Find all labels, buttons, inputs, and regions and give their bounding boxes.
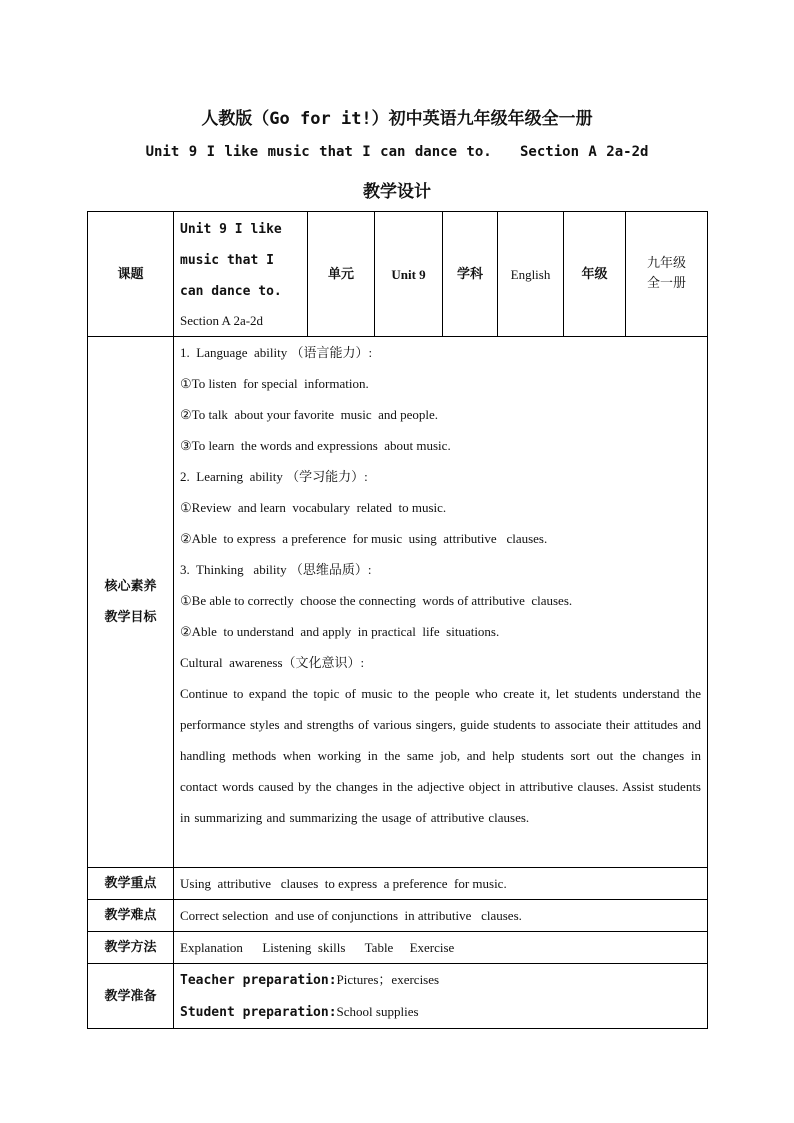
objective-line: Cultural awareness（文化意识）: (180, 655, 365, 670)
difficulties-row (88, 900, 708, 932)
methods-label: 教学方法 (88, 932, 174, 964)
unit-label: 单元 (308, 212, 375, 337)
student-preparation-value: School supplies (336, 1004, 419, 1019)
teacher-preparation-value: Pictures；exercises (336, 972, 440, 987)
objectives-label (88, 337, 174, 868)
preparation-content (174, 964, 708, 1029)
topic-label: 课题 (88, 212, 174, 337)
grade-value (626, 212, 708, 337)
document-subtitle: Unit 9 I like music that I can dance to. Section A 2a-2d (145, 144, 649, 160)
methods-row (88, 932, 708, 964)
teacher-preparation-label: Teacher preparation: (180, 973, 337, 988)
lesson-plan-table (87, 211, 708, 1029)
key-points-value: Using attributive clauses to express a preference for music. (174, 868, 708, 900)
student-preparation (180, 996, 701, 1028)
key-points-label: 教学重点 (88, 868, 174, 900)
grade-label: 年级 (564, 212, 626, 337)
document-title: 人教版（Go for it!）初中英语九年级年级全一册 (201, 109, 593, 129)
teacher-preparation (180, 964, 701, 996)
unit-value: Unit 9 (375, 212, 443, 337)
objective-line: ②Able to express a preference for music using attributive clauses. (180, 531, 548, 546)
difficulties-value: Correct selection and use of conjunctions in attributive clauses. (174, 900, 708, 932)
difficulties-label: 教学难点 (88, 900, 174, 932)
cultural-awareness-paragraph: Continue to expand the topic of music to the people who create it, let students understand the performance styles and strengths of various singers, guide students to associate their attitudes and handling methods when working in the same job, and help students sort out the changes in contact words caused by the changes in the adjective object in attributive clauses. Assist students in summarizing and summarizing the usage of attributive clauses. (180, 686, 701, 825)
objective-line: ③To learn the words and expressions about music. (180, 438, 451, 453)
subject-value: English (498, 212, 564, 337)
objective-line: 3. Thinking ability （思维品质）: (180, 562, 372, 577)
topic-section: Section A 2a-2d (180, 312, 264, 328)
objective-line: ①To listen for special information. (180, 376, 369, 391)
methods-value: Explanation Listening skills Table Exercise (174, 932, 708, 964)
document-type-heading: 教学设计 (363, 182, 431, 202)
objectives-row (88, 337, 708, 868)
preparation-row (88, 964, 708, 1029)
subject-label: 学科 (443, 212, 498, 337)
topic-title: Unit 9 I like music that I can dance to. (180, 221, 282, 299)
objectives-content (174, 337, 708, 868)
objective-line: ②Able to understand and apply in practical life situations. (180, 624, 500, 639)
objective-line: 2. Learning ability （学习能力）: (180, 469, 368, 484)
objectives-label-line1: 核心素养 (104, 579, 157, 594)
topic-cell (174, 212, 308, 337)
student-preparation-label: Student preparation: (180, 1005, 337, 1020)
objectives-label-line2: 教学目标 (104, 610, 157, 625)
objective-line: ①Review and learn vocabulary related to music. (180, 500, 447, 515)
objective-line: ①Be able to correctly choose the connecting words of attributive clauses. (180, 593, 573, 608)
preparation-label: 教学准备 (88, 964, 174, 1029)
grade-value-line1: 九年级 (646, 256, 686, 271)
key-points-row (88, 868, 708, 900)
topic-row (88, 212, 708, 337)
objective-line: 1. Language ability （语言能力）: (180, 345, 373, 360)
objective-line: ②To talk about your favorite music and people. (180, 407, 439, 422)
grade-value-line2: 全一册 (646, 276, 686, 291)
